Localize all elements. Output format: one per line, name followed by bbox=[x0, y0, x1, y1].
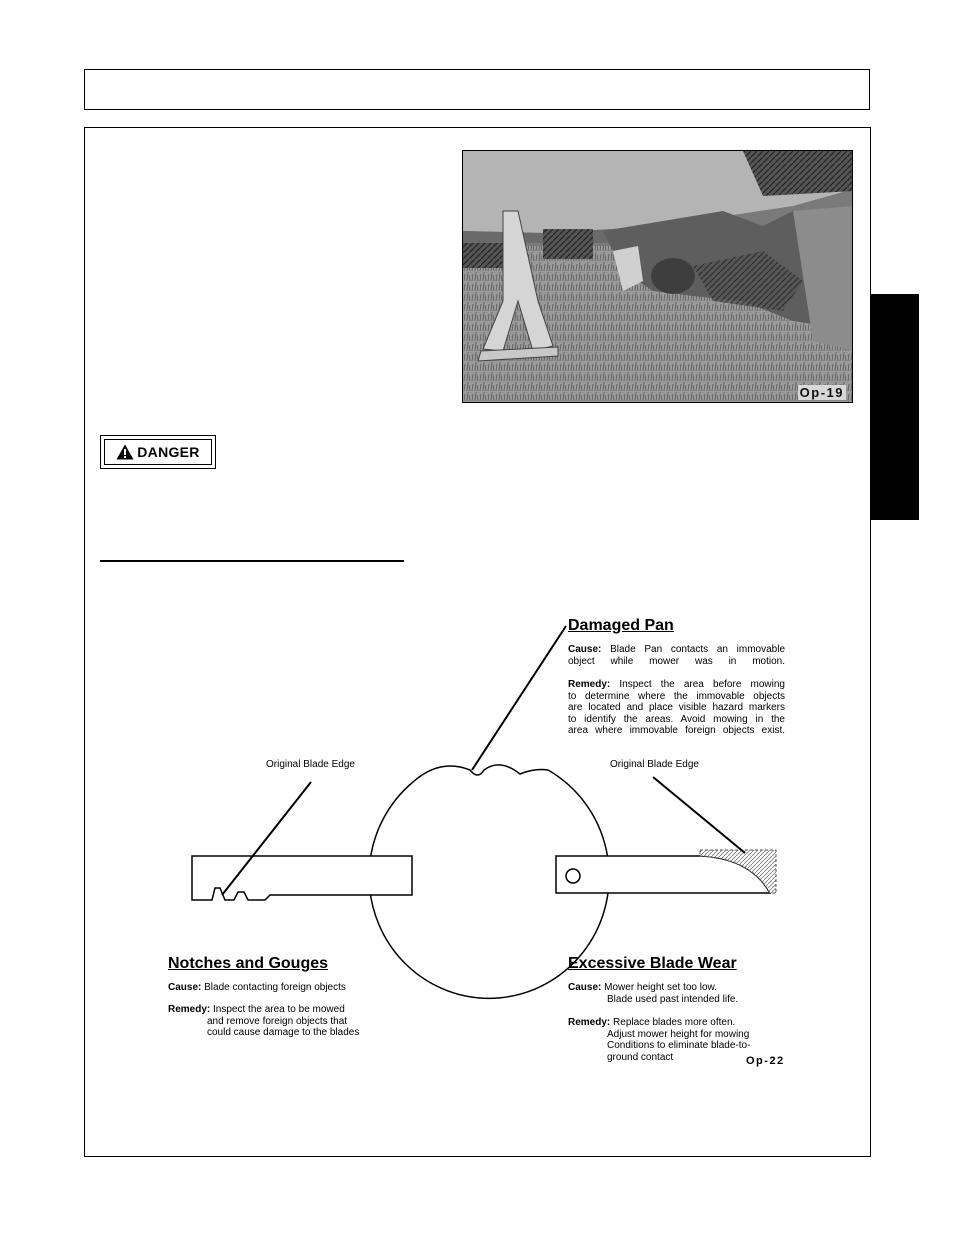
damaged-pan-cause-label: Cause: bbox=[568, 644, 602, 655]
notches-title: Notches and Gouges bbox=[168, 955, 329, 972]
damaged-pan-remedy-label: Remedy: bbox=[568, 679, 611, 690]
damaged-pan-cause-line1: Blade Pan contacts an immovable bbox=[610, 644, 785, 655]
photo-figure-label: Op-19 bbox=[799, 385, 844, 400]
notches-cause bbox=[168, 982, 346, 994]
left-blade bbox=[192, 856, 412, 900]
damaged-pan-pointer bbox=[472, 626, 566, 770]
notches-cause-text: Blade contacting foreign objects bbox=[204, 982, 346, 993]
damaged-pan-cause bbox=[568, 644, 785, 667]
notches-remedy-line3: could cause damage to the blades bbox=[207, 1027, 360, 1038]
right-edge-pointer bbox=[653, 777, 745, 853]
wear-remedy-line1: Replace blades more often. bbox=[613, 1017, 736, 1028]
diagram-figure-label: Op-22 bbox=[746, 1055, 785, 1067]
notches-remedy-line2: and remove foreign objects that bbox=[207, 1015, 348, 1027]
notches-remedy bbox=[168, 1004, 368, 1039]
damaged-pan-remedy bbox=[568, 679, 785, 737]
damaged-pan-cause-line2: object while mower was in motion. bbox=[568, 655, 785, 667]
right-original-edge-label: Original Blade Edge bbox=[610, 759, 699, 770]
damaged-pan-remedy-line3: are located and place visible hazard markers bbox=[568, 702, 785, 713]
left-original-edge-label: Original Blade Edge bbox=[266, 759, 355, 770]
wear-cause-line1: Mower height set too low. bbox=[604, 982, 717, 993]
wear-title: Excessive Blade Wear bbox=[568, 955, 737, 972]
notches-remedy-line1: Inspect the area to be mowed bbox=[213, 1004, 345, 1015]
wear-remedy-label: Remedy: bbox=[568, 1017, 611, 1028]
wear-remedy-line2: Adjust mower height for mowing bbox=[607, 1028, 750, 1040]
wear-cause-label: Cause: bbox=[568, 982, 602, 993]
notches-remedy-label: Remedy: bbox=[168, 1004, 211, 1015]
danger-label: DANGER bbox=[137, 444, 200, 460]
damaged-pan-remedy-line4: to identify the areas. Avoid mowing in the bbox=[568, 713, 785, 725]
damaged-pan-remedy-line1: Inspect the area before mowing bbox=[619, 679, 785, 690]
wear-remedy-line4: ground contact bbox=[607, 1051, 674, 1063]
damaged-pan-remedy-line2: to determine where the immovable objects bbox=[568, 690, 785, 702]
damaged-pan-title: Damaged Pan bbox=[568, 617, 674, 634]
blade-bolt-hole bbox=[566, 869, 580, 883]
notches-cause-label: Cause: bbox=[168, 982, 202, 993]
wear-cause-line2: Blade used past intended life. bbox=[607, 993, 739, 1005]
wear-cause bbox=[568, 982, 738, 1005]
wear-remedy-line3: Conditions to eliminate blade-to- bbox=[607, 1040, 751, 1051]
damaged-pan-remedy-line5: area where immovable foreign objects exist. bbox=[568, 725, 785, 736]
wear-remedy bbox=[568, 1017, 750, 1063]
